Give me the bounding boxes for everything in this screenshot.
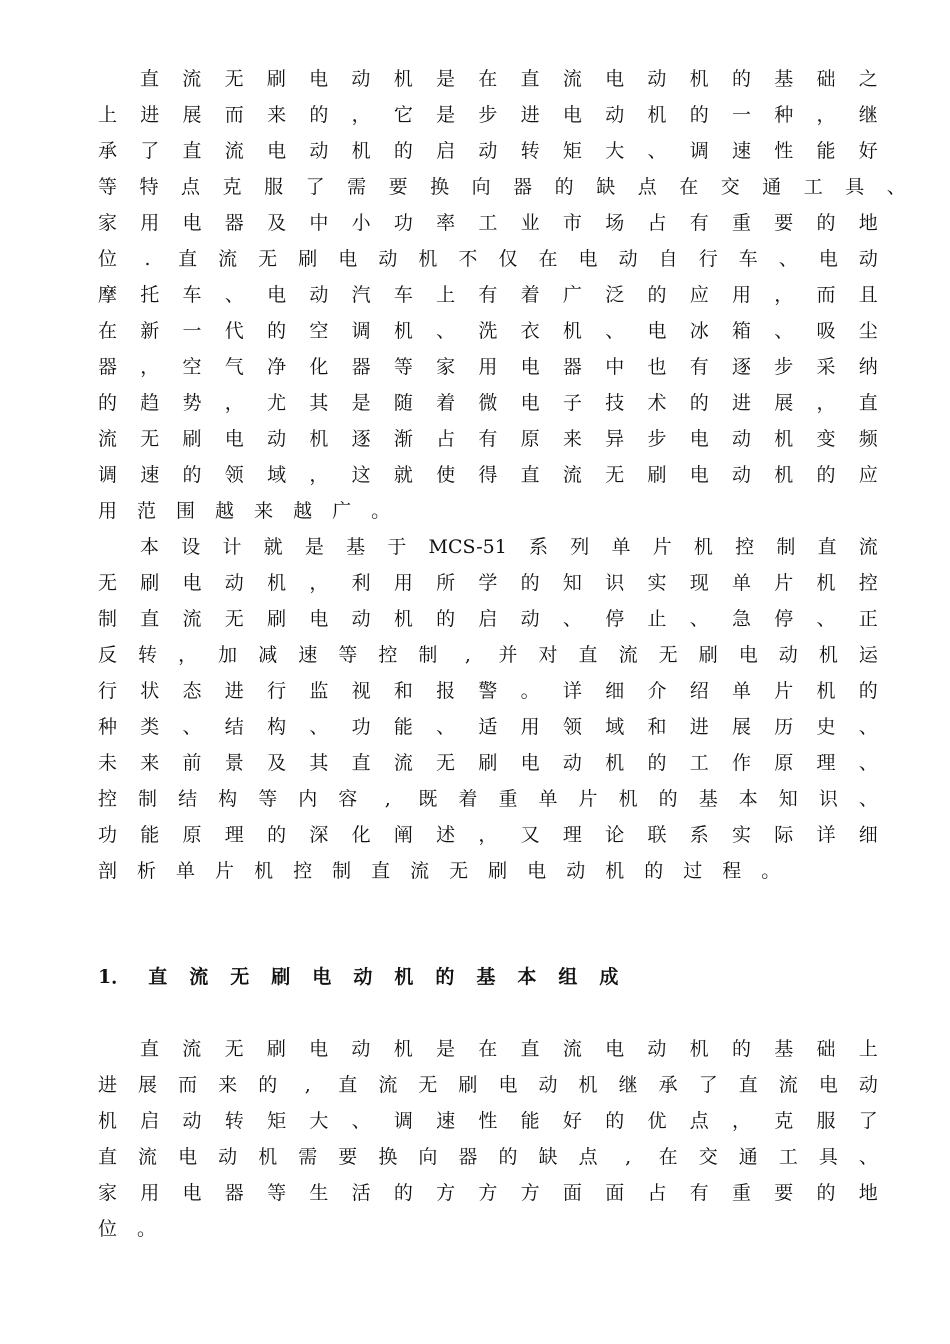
paragraph-1-line: 承 了 直 流 电 动 机 的 启 动 转 矩 大 、 调 速 性 能 好 (98, 140, 878, 162)
paragraph-1-line: 在 新 一 代 的 空 调 机 、 洗 衣 机 、 电 冰 箱 、 吸 尘 (98, 320, 878, 342)
paragraph-1-line: 摩 托 车 、 电 动 汽 车 上 有 着 广 泛 的 应 用 ， 而 且 (98, 284, 878, 306)
section-paragraph-line: 家 用 电 器 等 生 活 的 方 方 方 面 面 占 有 重 要 的 地 (98, 1182, 878, 1204)
section-title: 直 流 无 刷 电 动 机 的 基 本 组 成 (148, 966, 619, 988)
paragraph-1-line: 直 流 无 刷 电 动 机 是 在 直 流 电 动 机 的 基 础 之 (140, 68, 878, 90)
section-heading (98, 964, 640, 990)
paragraph-2-line: 本 设 计 就 是 基 于 MCS-51 系 列 单 片 机 控 制 直 流 (140, 536, 878, 558)
paragraph-1-line: 器 ， 空 气 净 化 器 等 家 用 电 器 中 也 有 逐 步 采 纳 (98, 356, 878, 378)
paragraph-1-line: 等 特 点 克 服 了 需 要 换 向 器 的 缺 点 在 交 通 工 具 、 (98, 176, 906, 198)
paragraph-1-line: 流 无 刷 电 动 机 逐 渐 占 有 原 来 异 步 电 动 机 变 频 (98, 428, 878, 450)
paragraph-2-line: 剖 析 单 片 机 控 制 直 流 无 刷 电 动 机 的 过 程 。 (98, 860, 781, 882)
paragraph-2-line: 无 刷 电 动 机 ， 利 用 所 学 的 知 识 实 现 单 片 机 控 (98, 572, 878, 594)
section-number: 1． (98, 966, 131, 988)
paragraph-2-line: 功 能 原 理 的 深 化 阐 述 ， 又 理 论 联 系 实 际 详 细 (98, 824, 878, 846)
section-paragraph-line: 直 流 电 动 机 需 要 换 向 器 的 缺 点 , 在 交 通 工 具 、 (98, 1146, 878, 1168)
section-paragraph-line: 位 。 (98, 1218, 157, 1240)
paragraph-2-line: 控 制 结 构 等 内 容 , 既 着 重 单 片 机 的 基 本 知 识 、 (98, 788, 878, 810)
paragraph-1-line: 用 范 围 越 来 越 广 。 (98, 500, 391, 522)
paragraph-1-line: 位 . 直 流 无 刷 电 动 机 不 仅 在 电 动 自 行 车 、 电 动 (98, 248, 878, 270)
paragraph-2-line: 行 状 态 进 行 监 视 和 报 警 。 详 细 介 绍 单 片 机 的 (98, 680, 878, 702)
paragraph-1-line: 家 用 电 器 及 中 小 功 率 工 业 市 场 占 有 重 要 的 地 (98, 212, 878, 234)
paragraph-2-line: 未 来 前 景 及 其 直 流 无 刷 电 动 机 的 工 作 原 理 、 (98, 752, 878, 774)
paragraph-1-line: 上 进 展 而 来 的 ， 它 是 步 进 电 动 机 的 一 种 ， 继 (98, 104, 878, 126)
paragraph-1-line: 的 趋 势 ， 尤 其 是 随 着 微 电 子 技 术 的 进 展 ， 直 (98, 392, 878, 414)
paragraph-2-line: 反 转 ， 加 减 速 等 控 制 , 并 对 直 流 无 刷 电 动 机 运 (98, 644, 878, 666)
section-paragraph-line: 进 展 而 来 的 , 直 流 无 刷 电 动 机 继 承 了 直 流 电 动 (98, 1074, 878, 1096)
paragraph-1-line: 调 速 的 领 域 ， 这 就 使 得 直 流 无 刷 电 动 机 的 应 (98, 464, 878, 486)
paragraph-2-line: 制 直 流 无 刷 电 动 机 的 启 动 、 停 止 、 急 停 、 正 (98, 608, 878, 630)
paragraph-2-line: 种 类 、 结 构 、 功 能 、 适 用 领 域 和 进 展 历 史 、 (98, 716, 878, 738)
section-paragraph-line: 机 启 动 转 矩 大 、 调 速 性 能 好 的 优 点 ， 克 服 了 (98, 1110, 878, 1132)
section-paragraph-line: 直 流 无 刷 电 动 机 是 在 直 流 电 动 机 的 基 础 上 (140, 1038, 878, 1060)
